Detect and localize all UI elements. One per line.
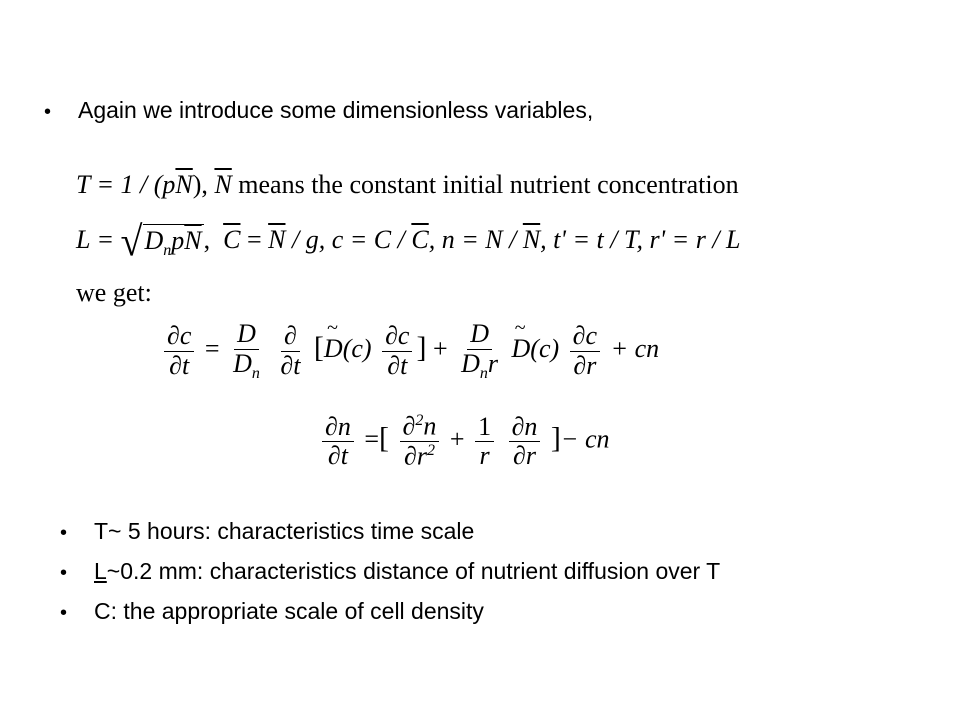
eq1-rest: ), — [192, 170, 215, 199]
dn-dt-fraction: $\frac{\partial n}{\partial t}$ — [322, 413, 354, 471]
t-r-def: , t' = t / T, r' = r / L — [540, 224, 741, 254]
distance-scale-bullet — [60, 560, 720, 583]
radicand — [143, 224, 204, 260]
d2n-dr2-fraction: $\frac{\partial^2n}{\partial r^2}$ — [400, 412, 440, 472]
dn-subscript: n — [163, 242, 172, 260]
dn-dr-fraction: $\frac{\partial n}{\partial r}$ — [509, 413, 541, 471]
bullet-icon: • — [60, 602, 68, 624]
sqrt-expression — [120, 217, 204, 266]
equation-line-2: L = √ $D_np\overline{N}$ , $\overline{C} = \overline{N} / g$, $c = C / \overline{C}$, $n = N / \overline{N}$, t' = t / T, r' = r / L — [76, 217, 741, 266]
p-symbol: p — [171, 226, 185, 255]
d-over-dn-r-fraction: $\frac{D}{D_nr}$ — [461, 319, 499, 382]
c-def: / g, c = C / — [285, 224, 412, 254]
intro-bullet — [44, 99, 593, 122]
eq1-def-t: T = 1 / (p — [76, 170, 176, 199]
dc-dr-fraction: $\frac{\partial c}{\partial r}$ — [570, 322, 600, 380]
distance-scale-text: ~0.2 mm: characteristics distance of nutrient diffusion over T — [106, 558, 721, 584]
d-tilde-c: ~ D(c) — [324, 336, 372, 362]
radical-icon: √ — [120, 217, 143, 266]
n-def: , n = N / — [428, 224, 523, 254]
time-scale-text: T~ 5 hours: characteristics time scale — [94, 518, 475, 544]
pde-equation-c: $\frac{\partial c}{\partial t}$ = $\frac{D}{D_n}$ $\frac{\partial}{\partial t}$ [~ D(c) $\frac{\partial c}{\partial t}$ ] + $\frac{D}{D_nr}$ ~ D(c) $\frac{\partial c}{\partial r}$ + cn — [160, 320, 659, 382]
n-bar-symbol-3: $\overline{N}$ — [184, 226, 202, 255]
equation-line-1 — [76, 172, 739, 198]
dn-symbol: D — [144, 226, 164, 255]
intro-text: Again we introduce some dimensionless variables, — [78, 97, 594, 123]
partial-t-operator: $\frac{\partial}{\partial t}$ — [280, 321, 301, 380]
density-scale-text: C: the appropriate scale of cell density — [94, 598, 484, 624]
distance-lead: L — [94, 558, 107, 584]
c-bar-symbol-2: $\overline{C}$ — [411, 224, 429, 254]
bullet-icon: • — [44, 101, 52, 123]
n-bar-symbol-5: $\overline{N}$ — [522, 224, 541, 254]
eq1-means-text: means the constant initial nutrient concentration — [231, 170, 739, 199]
l-def: L = — [76, 224, 121, 254]
dc-dt-fraction: $\frac{\partial c}{\partial t}$ — [164, 322, 194, 380]
time-scale-bullet — [60, 520, 474, 543]
d-tilde-c-2: ~ D(c) — [512, 336, 560, 362]
bullet-icon: • — [60, 522, 68, 544]
n-bar-symbol-4: $\overline{N}$ — [268, 224, 286, 254]
c-bar-symbol: $\overline{C}$ — [223, 224, 241, 254]
density-scale-bullet — [60, 600, 484, 623]
d-over-dn-fraction: $\frac{D}{D_n}$ — [233, 319, 260, 382]
one-over-r-fraction: $\frac{1}{r}$ — [475, 413, 494, 471]
eq1-tail: + cn — [610, 334, 660, 364]
n-bar-symbol: $\overline{N}$ — [175, 170, 193, 199]
n-bar-symbol-2: $\overline{N}$ — [214, 170, 232, 199]
equals: = — [240, 224, 269, 254]
eq2-tail: − cn — [560, 424, 610, 454]
bullet-icon: • — [60, 562, 68, 584]
dc-dt-fraction-2: $\frac{\partial c}{\partial t}$ — [382, 322, 412, 380]
pde-equation-n: $\frac{\partial n}{\partial t}$ =[ $\frac{\partial^2n}{\partial r^2}$ + $\frac{1}{r}$ $\frac{\partial n}{\partial r}$ ]− cn — [318, 412, 610, 472]
we-get-label: we get: — [76, 278, 152, 307]
